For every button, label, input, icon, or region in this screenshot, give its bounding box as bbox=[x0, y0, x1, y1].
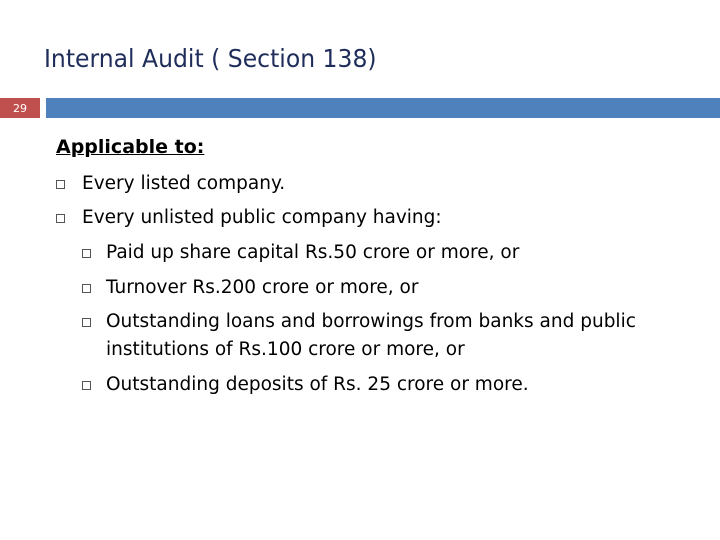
sub-bullet-text-line2: institutions of Rs.100 crore or more, or bbox=[106, 339, 465, 360]
slide-title: Internal Audit ( Section 138) bbox=[44, 44, 377, 73]
square-bullet-icon bbox=[56, 180, 65, 189]
bullet-item bbox=[82, 170, 285, 198]
header-divider-bar bbox=[46, 98, 720, 118]
bullet-text: Every unlisted public company having: bbox=[82, 207, 442, 228]
square-bullet-icon bbox=[82, 284, 91, 293]
sub-bullet-text: Turnover Rs.200 crore or more, or bbox=[106, 277, 419, 298]
sub-bullet-item bbox=[106, 239, 519, 267]
sub-bullet-item bbox=[106, 308, 636, 364]
sub-bullet-text: Outstanding deposits of Rs. 25 crore or more. bbox=[106, 374, 529, 395]
square-bullet-icon bbox=[82, 318, 91, 327]
sub-bullet-text-line1: Outstanding loans and borrowings from banks and public bbox=[106, 311, 636, 332]
section-heading: Applicable to: bbox=[56, 136, 205, 158]
bullet-text: Every listed company. bbox=[82, 173, 286, 194]
sub-bullet-item bbox=[106, 371, 529, 399]
slide-number: 29 bbox=[13, 101, 27, 115]
square-bullet-icon bbox=[56, 214, 65, 223]
square-bullet-icon bbox=[82, 381, 91, 390]
sub-bullet-text: Paid up share capital Rs.50 crore or more, or bbox=[106, 242, 520, 263]
sub-bullet-item bbox=[106, 274, 419, 302]
square-bullet-icon bbox=[82, 249, 91, 258]
slide-number-badge bbox=[0, 98, 40, 118]
bullet-item bbox=[82, 204, 442, 232]
